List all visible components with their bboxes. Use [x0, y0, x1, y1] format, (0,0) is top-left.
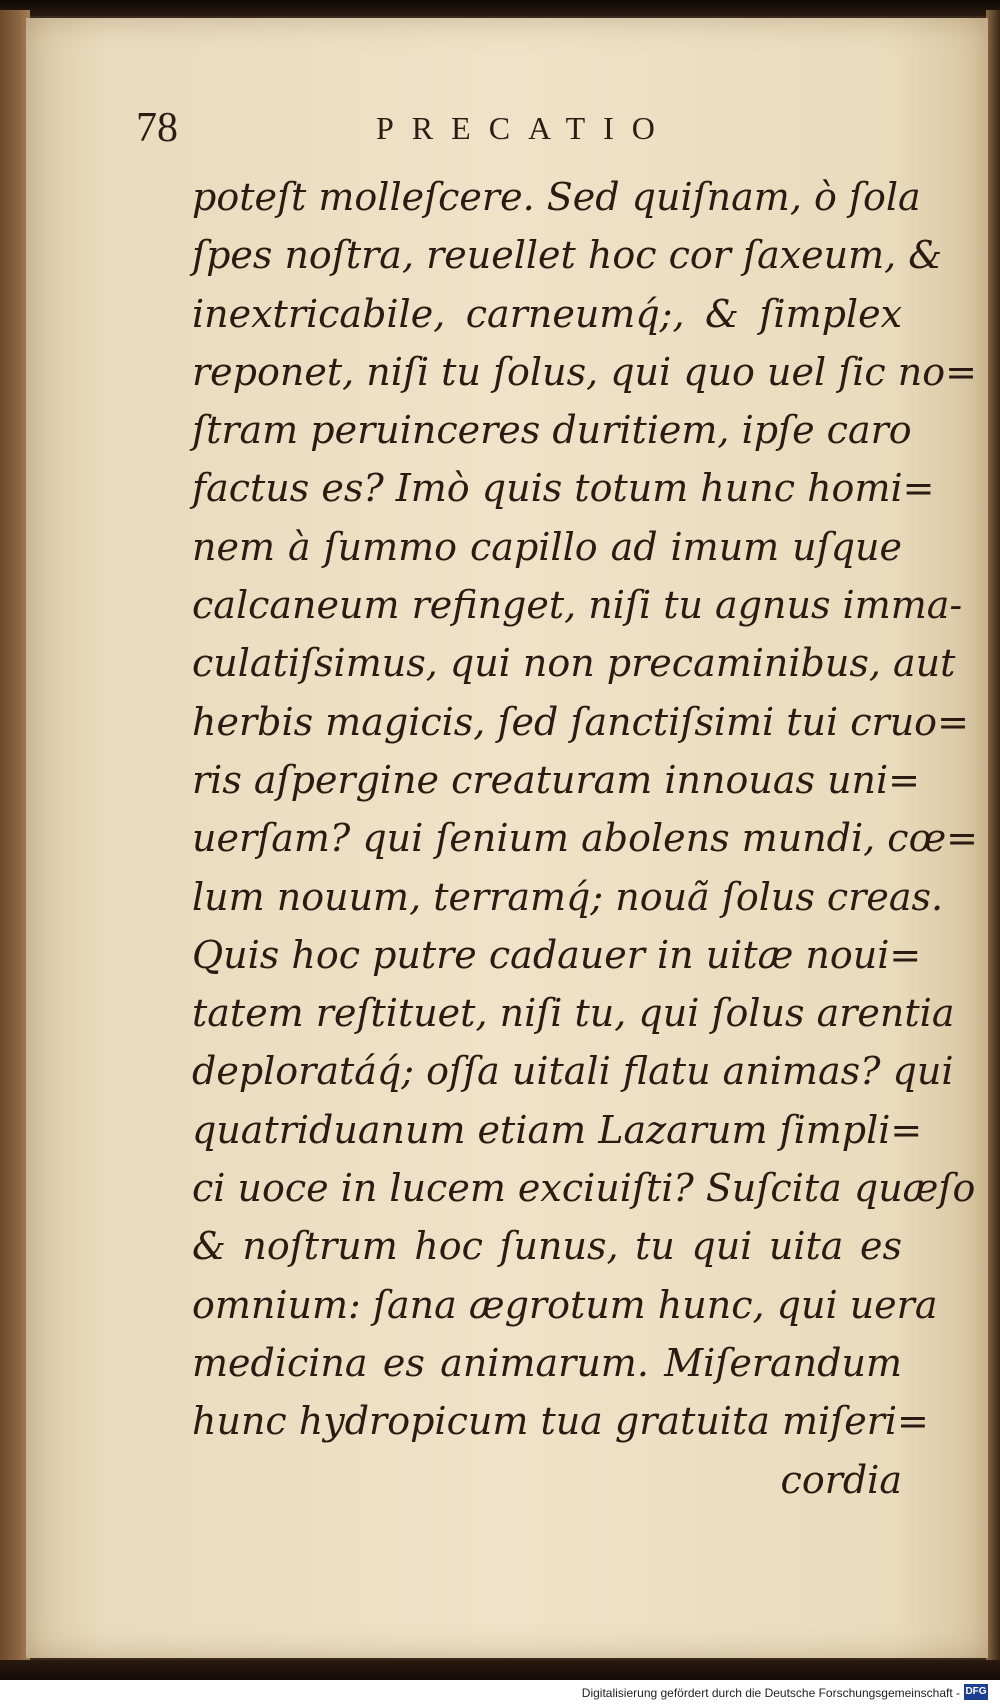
dfg-logo: DFG: [964, 1684, 988, 1700]
text-line: ris aſpergine creaturam innouas uni=: [192, 757, 921, 802]
text-line: & noſtrum hoc ſunus, tu qui uita es: [192, 1224, 902, 1269]
text-line: reponet, niſi tu ſolus, qui quo uel ſic no=: [192, 349, 977, 394]
text-line: ci uoce in lucem exciuiſti? Suſcita quæſo: [192, 1166, 976, 1211]
text-line: herbis magicis, ſed ſanctiſsimi tui cruo=: [192, 699, 969, 744]
text-line: tatem reſtituet, niſi tu, qui ſolus arentia: [192, 991, 955, 1036]
text-line: ſtram peruinceres duritiem, ipſe caro: [192, 408, 912, 453]
digitization-credit: Digitalisierung gefördert durch die Deutsche Forschungsgemeinschaft -: [581, 1686, 960, 1700]
catchword: cordia: [780, 1457, 902, 1502]
text-line: uerſam? qui ſenium abolens mundi, cœ=: [192, 816, 978, 861]
text-line: omnium: ſana ægrotum hunc, qui uera: [192, 1282, 938, 1327]
text-line: ſpes noſtra, reuellet hoc cor ſaxeum, &: [192, 233, 943, 278]
body-text: [192, 168, 978, 1509]
page-number: 78: [136, 105, 178, 151]
text-line: quatriduanum etiam Lazarum ſimpli=: [192, 1107, 923, 1152]
text-line: hunc hydropicum tua gratuita miſeri=: [192, 1399, 929, 1444]
text-line: lum nouum, terramq́; nouã ſolus creas.: [192, 874, 944, 919]
text-line: nem à ſummo capillo ad imum uſque: [192, 524, 902, 569]
scan-top-edge: [0, 0, 1000, 16]
text-line: culatiſsimus, qui non precaminibus, aut: [192, 641, 956, 686]
text-line: inextricabile, carneumq́;, & ſimplex: [192, 291, 902, 336]
text-line: calcaneum refinget, niſi tu agnus imma-: [192, 583, 963, 628]
binding-board-right: [986, 10, 1000, 1665]
text-line: Quis hoc putre cadauer in uitæ noui=: [192, 932, 922, 977]
scan-bottom-edge: [0, 1660, 1000, 1680]
running-head: PRECATIO: [376, 110, 673, 146]
text-line: factus es? Imò quis totum hunc homi=: [192, 466, 935, 511]
text-line: medicina es animarum. Miſerandum: [192, 1340, 902, 1385]
text-line: poteſt molleſcere. Sed quiſnam, ò ſola: [192, 175, 921, 219]
text-line: deploratáq́; oſſa uitali flatu animas? qui: [192, 1049, 954, 1094]
